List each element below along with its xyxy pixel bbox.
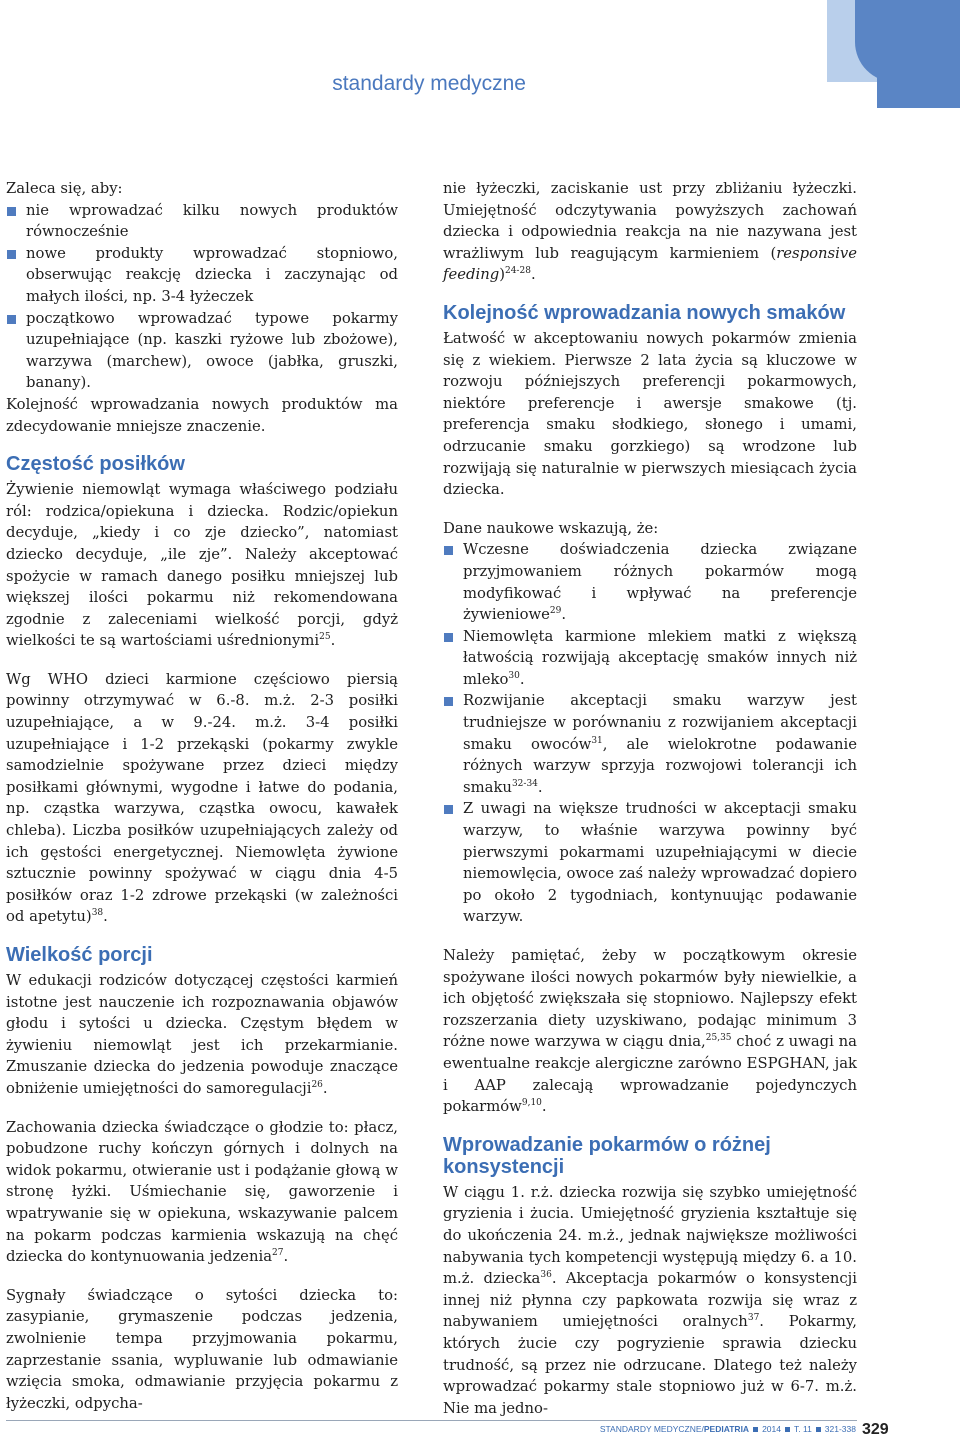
- paragraph-remember: Należy pamiętać, żeby w początkowym okresie spożywane ilości nowych pokarmów były niewielkie, a ich objętość zwiększała się stopniowo. Najlepszy efekt rozszerzania diety uzyskiwano, podając minimum 3 różne nowe warzywa w ciągu dnia,$^{25,35}$ choć z uwagi na ewentualne reakcje alergiczne zarówno ESPGHAN, jak i AAP zalecają wprowadzanie pojedynczych pokarmów$^{9,10}$.: [443, 947, 857, 1116]
- paragraph-satiety: Sygnały świadczące o sytości dziecka to: zasypianie, grymaszenie podczas jedzenia, zwolnienie tempa przyjmowania pokarmu, zaprzestanie ssania, wypluwanie lub odmawianie wzięcia smoka, odmawianie przyjęcia pokarmu z łyżeczki, odpycha-: [6, 1286, 398, 1412]
- section-label: standardy medyczne: [332, 72, 526, 95]
- footer-pages: 321-338: [824, 1424, 856, 1434]
- list-item: nowe produkty wprowadzać stopniowo, obserwując reakcję dziecka i zaczynając od małych ilości, np. 3-4 łyżeczek: [6, 243, 398, 308]
- square-separator-icon: [785, 1427, 790, 1432]
- footer-journal: STANDARDY MEDYCZNE/PEDIATRIA: [599, 1424, 750, 1434]
- paragraph-who: Wg WHO dzieci karmione częściowo piersią powinny otrzymywać w 6.-8. m.ż. 2-3 posiłki uzupełniające, a w 9.-24. m.ż. 3-4 posiłki uzupełniające i 1-2 przekąski (pokarmy zwykle samodzielnie spożywane przez dzieci między posiłkami głównymi, wygodne i łatwe do podania, np. cząstka warzywa, cząstka owocu, kawałek chleba). Liczba posiłków uzupełniających zależy od ich gęstości energetycznej. Niemowlęta żywione sztucznie powinny spożywać w ciągu dnia 4-5 posiłków oraz 1-2 zdrowe przekąski (w zależności od apetytu)$^{38}$.: [6, 670, 398, 926]
- page-number: 329: [862, 1421, 889, 1438]
- square-bullet-icon: [444, 697, 453, 706]
- heading-taste-order: Kolejność wprowadzania nowych smaków: [443, 301, 846, 324]
- footer-volume: T. 11: [794, 1424, 812, 1434]
- list-item: początkowo wprowadzać typowe pokarmy uzupełniające (np. kaszki ryżowe lub zbożowe), warzywa (marchew), owoce (jabłka, gruszki, banany).: [6, 308, 398, 394]
- science-list: [443, 539, 857, 928]
- square-bullet-icon: [444, 546, 453, 555]
- square-bullet-icon: [7, 315, 16, 324]
- citation: 32-34: [511, 778, 538, 789]
- recommendation-intro: Zaleca się, aby:: [6, 180, 123, 197]
- heading-consistency: Wprowadzanie pokarmów o różnej konsystencji: [443, 1133, 771, 1178]
- paragraph-hunger: Zachowania dziecka świadczące o głodzie to: płacz, pobudzone ruchy kończyn górnych i dolnych na widok pokarmu, otwieranie ust i podążanie głową w stronę łyżki. Uśmiechanie się, gaworzenie i wpatrywanie się w opiekuna, wskazywanie palcem na pokarm podczas karmienia wskazują na chęć dziecka do kontynuowania jedzenia$^{27}$.: [6, 1118, 398, 1266]
- citation: 9,10: [521, 1098, 542, 1109]
- citation: 37: [747, 1313, 760, 1324]
- square-bullet-icon: [7, 250, 16, 259]
- right-column: [443, 178, 857, 1419]
- list-item: Niemowlęta karmione mlekiem matki z większą łatwością rozwijają akceptację smaków innych niż mleko$^{30}$.: [443, 626, 857, 691]
- citation: 25,35: [705, 1033, 732, 1044]
- recommendation-list: [6, 200, 398, 394]
- paragraph-science: Dane naukowe wskazują, że:: [443, 519, 659, 537]
- square-separator-icon: [753, 1427, 758, 1432]
- heading-portion: Wielkość porcji: [6, 944, 153, 966]
- square-separator-icon: [816, 1427, 821, 1432]
- citation: 36: [540, 1270, 552, 1281]
- list-item: Rozwijanie akceptacji smaku warzyw jest trudniejsze w porównaniu z rozwijaniem akceptacji smaku owoców$^{31}$, ale wielokrotne podawanie różnych warzyw sprzyja rozwojowi tolerancji ich smaku$^{32-34}$.: [443, 690, 857, 798]
- heading-frequency: Częstość posiłków: [6, 453, 185, 476]
- citation: 25: [319, 632, 331, 643]
- citation: 27: [272, 1248, 284, 1259]
- square-bullet-icon: [444, 633, 453, 642]
- citation: 26: [311, 1080, 323, 1091]
- citation: 30: [508, 670, 520, 681]
- footer-rule: [6, 1420, 857, 1421]
- paragraph-taste: Łatwość w akceptowaniu nowych pokarmów zmienia się z wiekiem. Pierwsze 2 lata życia są kluczowe w rozwoju późniejszych preferencji pokarmowych, niektóre preferencje i awersje smakowe (tj. preferencja smaku słodkiego, słonego i umami, odrzucanie smaku gorzkiego) są wrodzone lub rozwijają się naturalnie w pierwszych miesiącach życia dziecka.: [443, 329, 857, 499]
- paragraph-portion: W edukacji rodziców dotyczącej częstości karmień istotne jest nauczenie ich rozpoznawania objawów głodu i sytości u dziecka. Częstym błędem w żywieniu niemowląt jest ich przekarmianie. Zmuszanie dziecka do jedzenia powoduje znaczące obniżenie umiejętności do samoregulacji$^{26}$.: [6, 972, 398, 1097]
- paragraph-continuation: nie łyżeczki, zaciskanie ust przy zbliżaniu łyżeczki. Umiejętność odczytywania powyższych zachowań dziecka i odpowiednia reakcja na nie nazywana jest wrażliwym lub reagującym karmieniem (responsive feeding)$^{24-28}$.: [443, 180, 857, 284]
- left-column: [6, 178, 398, 1414]
- square-bullet-icon: [7, 207, 16, 216]
- paragraph-frequency: Żywienie niemowląt wymaga właściwego podziału ról: rodzica/opiekuna i dziecka. Rodzic/opiekun decyduje, „kiedy i co zje dziecko”, natomiast dziecko decyduje, „ile zje”. Należy akceptować spożycie w ramach danego posiłku mniejszej lub większej ilości pokarmu niż rekomendowana zgodnie z zaleceniami wielkość porcji, gdyż wielkości te są wartościami uśrednionymi$^{25}$.: [6, 481, 398, 650]
- square-bullet-icon: [444, 805, 453, 814]
- citation: 29: [549, 606, 562, 617]
- list-item: Z uwagi na większe trudności w akceptacji smaku warzyw, to właśnie warzywa powinny być pierwszymi pokarmami uzupełniającymi w diecie niemowlęcia, owoce zaś należy wprowadzać dopiero po około 2 tygodniach, kontynuując podawanie warzyw.: [443, 798, 857, 928]
- list-item: nie wprowadzać kilku nowych produktów równocześnie: [6, 200, 398, 243]
- citation: 31: [591, 735, 603, 746]
- footer: [600, 1424, 856, 1434]
- paragraph-consistency: W ciągu 1. r.ż. dziecka rozwija się szybko umiejętność gryzienia i żucia. Umiejętność gryzienia kształtuje się do ukończenia 24. m.ż., jednak największe możliwości nabywania tych kompetencji występują między 6. a 10. m.ż. dziecka$^{36}$. Akceptacja pokarmów o konsystencji innej niż płynna czy papkowata rozwija się wraz z nabywaniem umiejętności oralnych$^{37}$. Pokarmy, których żucie czy pogryzienie sprawia dziecku trudność, są przez nie odrzucane. Dlatego też należy wprowadzać pokarmy stale stopniowo już w 6-7. m.ż. Nie ma jedno-: [443, 1183, 857, 1417]
- citation: 24-28: [504, 266, 531, 277]
- order-note: Kolejność wprowadzania nowych produktów ma zdecydowanie mniejsze znaczenie.: [6, 395, 398, 435]
- footer-year: 2014: [762, 1424, 781, 1434]
- citation: 38: [91, 908, 104, 919]
- list-item: Wczesne doświadczenia dziecka związane przyjmowaniem różnych pokarmów mogą modyfikować i wpływać na preferencje żywieniowe$^{29}$.: [443, 539, 857, 625]
- header-tab-dark: [877, 0, 960, 108]
